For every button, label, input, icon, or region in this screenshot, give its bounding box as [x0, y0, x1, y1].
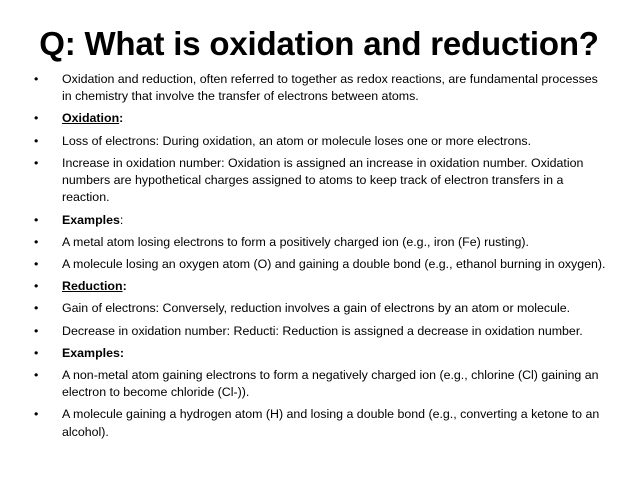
bullet-dot: • [34, 407, 39, 422]
bullet-text: Gain of electrons: Conversely, reduction involves a gain of electrons by an atom or molecule. [62, 301, 571, 316]
bullet-item [34, 278, 610, 295]
bullet-item [34, 345, 610, 362]
bullet-dot: • [34, 367, 39, 382]
section-heading-examples: Examples: [62, 345, 124, 360]
bullet-dot: • [34, 234, 39, 249]
heading-colon: : [119, 212, 124, 227]
heading-colon: : [122, 279, 127, 294]
bullet-list [34, 71, 610, 446]
section-heading-reduction: Reduction [62, 279, 123, 294]
bullet-text: A molecule losing an oxygen atom (O) and gaining a double bond (e.g., ethanol burning in oxygen). [62, 257, 606, 272]
bullet-dot: • [34, 111, 39, 126]
bullet-dot: • [34, 345, 39, 360]
bullet-item [34, 300, 610, 317]
bullet-item [34, 133, 610, 150]
bullet-item [34, 323, 610, 340]
bullet-text: A metal atom losing electrons to form a positively charged ion (e.g., iron (Fe) rusting). [62, 234, 529, 249]
bullet-dot: • [34, 301, 39, 316]
bullet-dot: • [34, 279, 39, 294]
bullet-dot: • [34, 212, 39, 227]
bullet-text: A non-metal atom gaining electrons to form a negatively charged ion (e.g., chlorine (Cl) gaining an electron to become chloride (Cl-)). [62, 367, 599, 400]
bullet-item [34, 71, 610, 106]
slide-title: Q: What is oxidation and reduction? [39, 25, 599, 62]
section-heading-oxidation: Oxidation [62, 111, 120, 126]
bullet-text: Loss of electrons: During oxidation, an atom or molecule loses one or more electrons. [62, 133, 532, 148]
bullet-item [34, 155, 610, 207]
heading-colon: : [119, 111, 124, 126]
bullet-text: A molecule gaining a hydrogen atom (H) and losing a double bond (e.g., converting a ketone to an alcohol). [62, 407, 600, 439]
bullet-item [34, 256, 610, 273]
bullet-item [34, 367, 610, 402]
bullet-item [34, 406, 610, 441]
bullet-item [34, 212, 610, 229]
section-heading-examples: Examples [62, 212, 120, 227]
bullet-item [34, 234, 610, 251]
bullet-dot: • [34, 155, 39, 170]
bullet-dot: • [34, 72, 39, 86]
bullet-dot: • [34, 133, 39, 148]
bullet-item [34, 110, 610, 127]
bullet-text: Decrease in oxidation number: Reducti: Reduction is assigned a decrease in oxidation number. [62, 323, 583, 338]
bullet-text: Oxidation and reduction, often referred to together as redox reactions, are fundamental processes in chemistry that involve the transfer of electrons between atoms. [62, 72, 598, 104]
bullet-text: Increase in oxidation number: Oxidation is assigned an increase in oxidation number. Oxidation numbers are hypothetical charges assigned to atoms to keep track of electron transfers in a reaction. [62, 155, 584, 205]
bullet-dot: • [34, 323, 39, 338]
bullet-dot: • [34, 257, 39, 272]
